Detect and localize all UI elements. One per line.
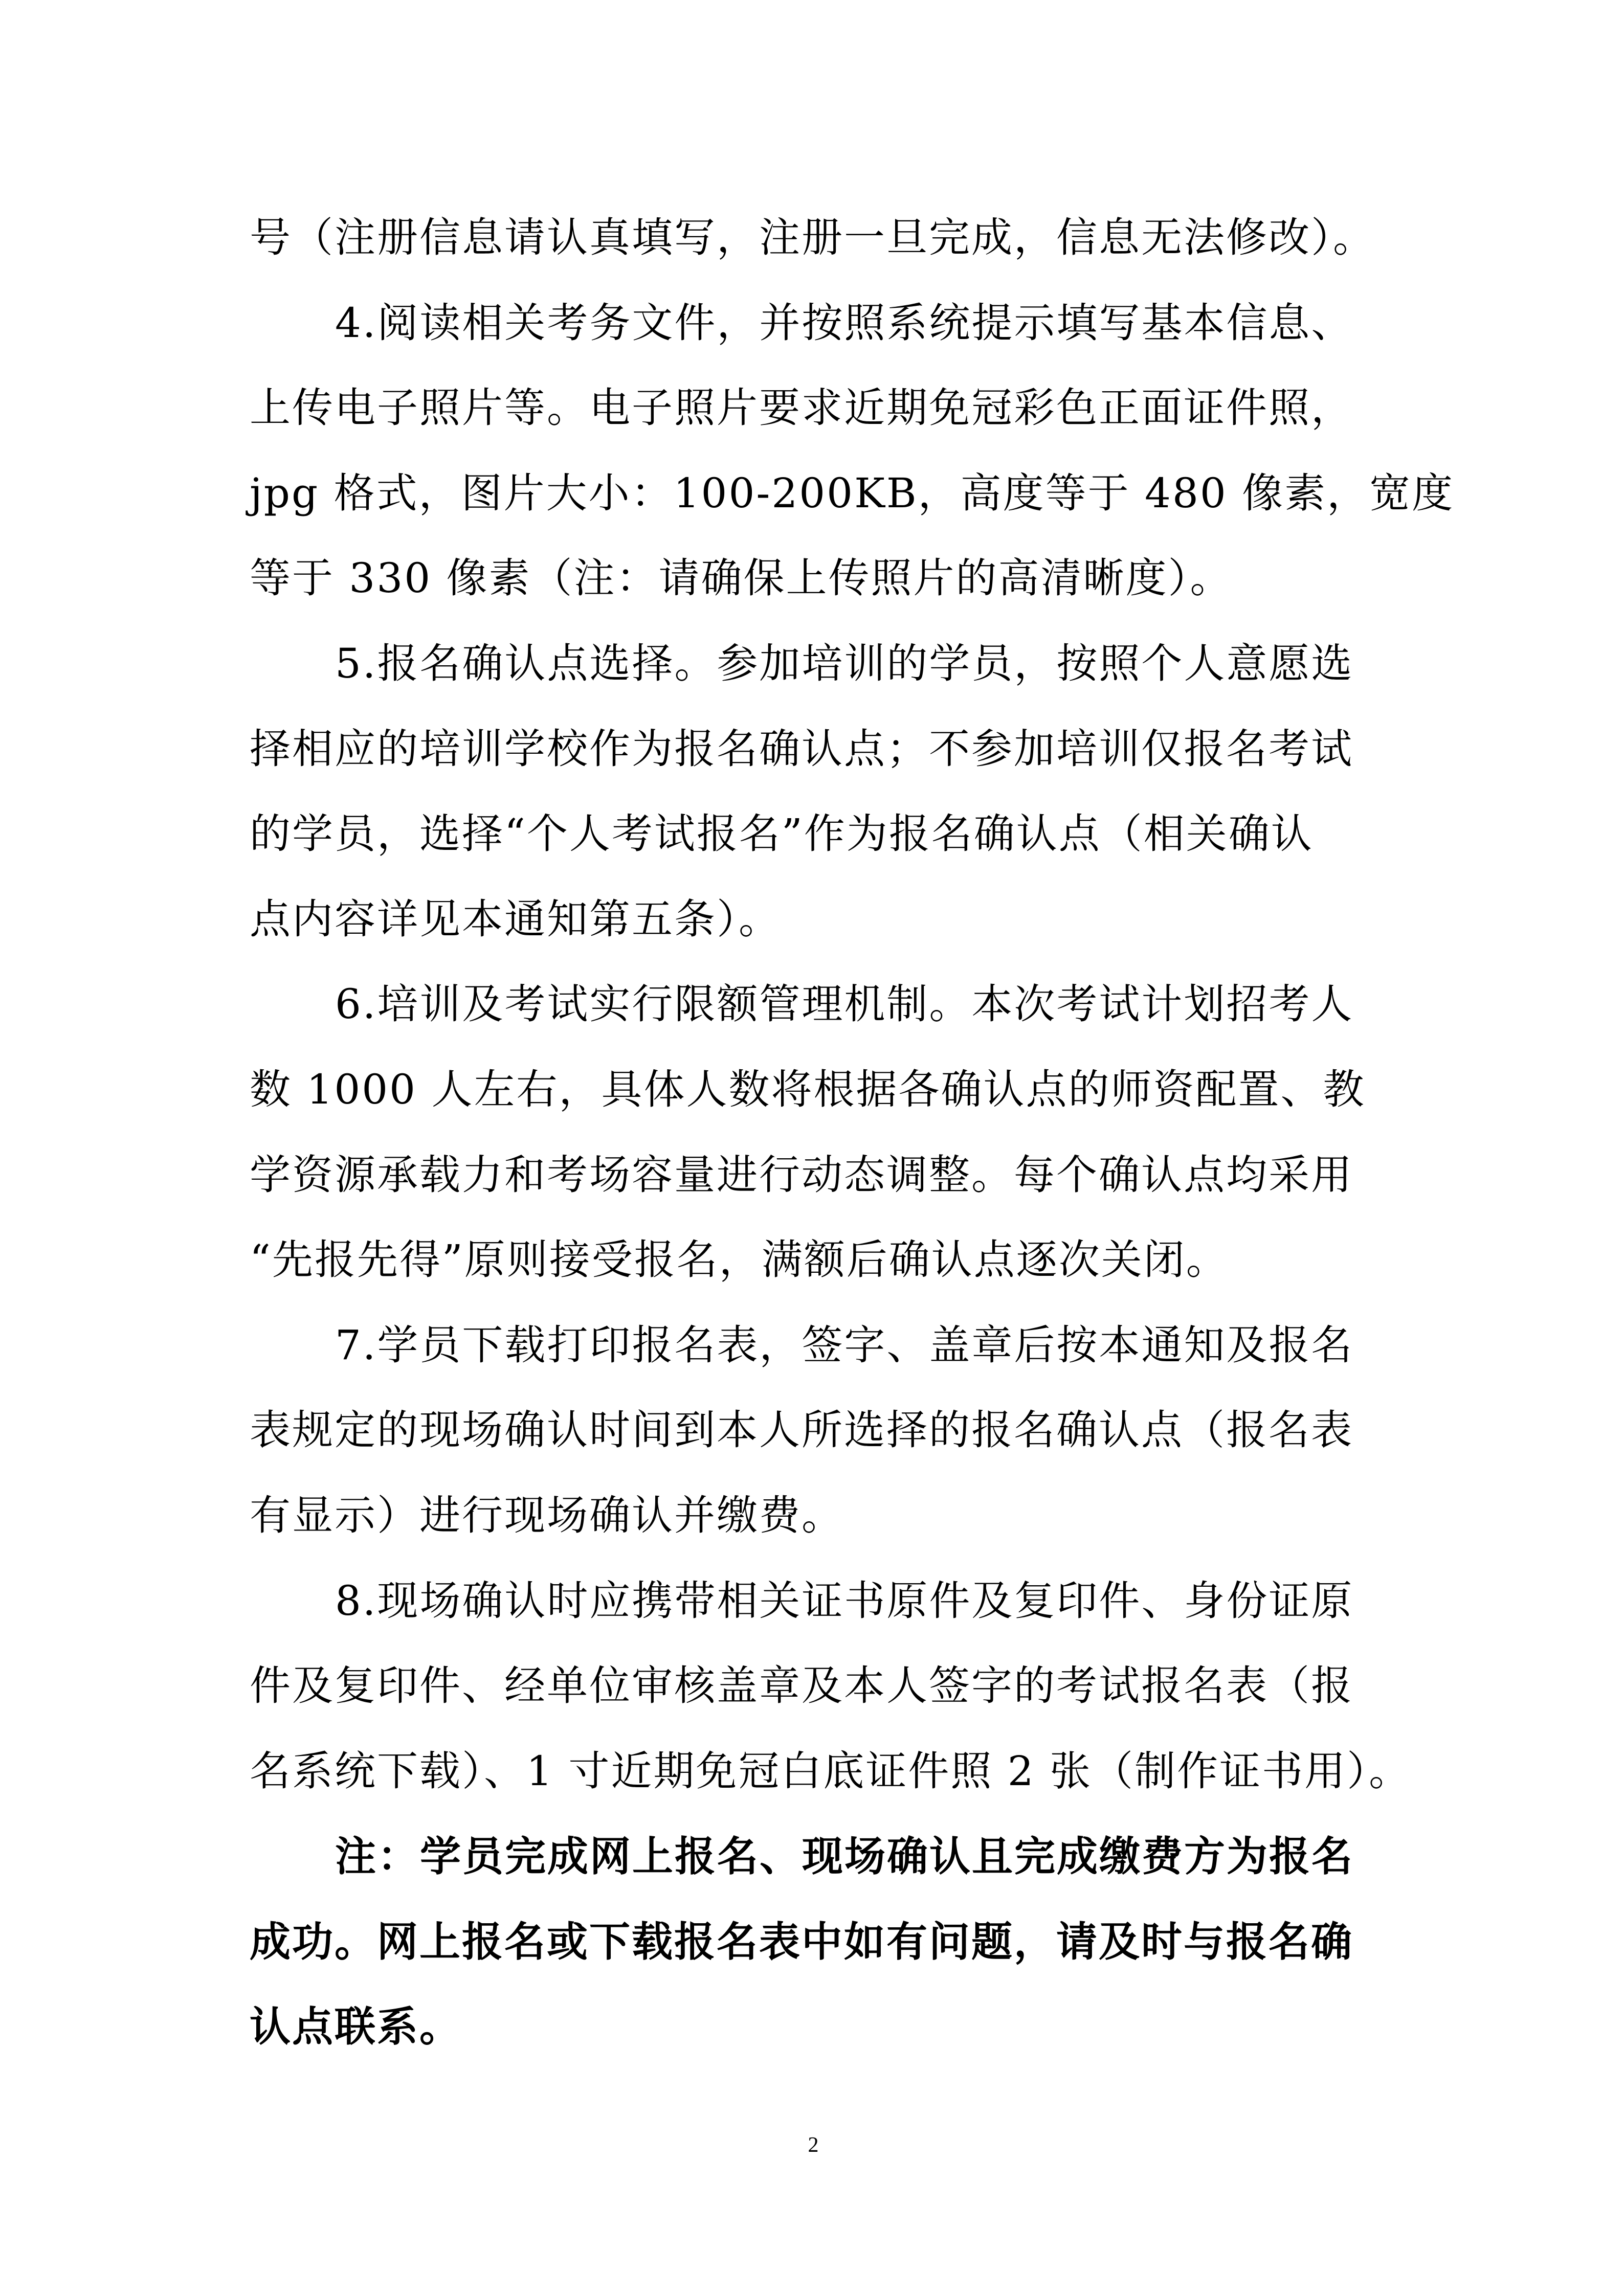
text-line: 7.学员下载打印报名表，签字、盖章后按本通知及报名 [335,1321,1354,1369]
paragraph-item-6 [250,962,1390,1302]
text-line: 认点联系。 [250,2002,462,2051]
text-line: 6.培训及考试实行限额管理机制。本次考试计划招考人 [335,980,1354,1028]
text-line: 名系统下载）、1 寸近期免冠白底证件照 2 张（制作证书用）。 [250,1747,1412,1795]
text-line: “先报先得”原则接受报名，满额后确认点逐次关闭。 [250,1236,1229,1284]
paragraph-item-8 [250,1559,1412,1814]
page-number: 2 [808,2133,819,2157]
text-line: 等于 330 像素（注：请确保上传照片的高清晰度）。 [250,554,1233,602]
document-body [250,195,1455,2069]
text-line: 数 1000 人左右，具体人数将根据各确认点的师资配置、教 [250,1065,1366,1113]
text-line: 表规定的现场确认时间到本人所选择的报名确认点（报名表 [250,1406,1353,1454]
paragraph-item-3-continuation [250,195,1390,281]
paragraph-item-7 [250,1303,1390,1559]
text-line: 学资源承载力和考场容量进行动态调整。每个确认点均采用 [250,1151,1353,1199]
text-line: 号（注册信息请认真填写，注册一旦完成，信息无法修改）。 [250,214,1375,261]
text-line: 有显示）进行现场确认并缴费。 [250,1491,844,1539]
text-line: 成功。网上报名或下载报名表中如有问题，请及时与报名确 [250,1917,1353,1966]
text-line: 5.报名确认点选择。参加培训的学员，按照个人意愿选 [335,639,1354,687]
text-line: 点内容详见本通知第五条）。 [250,895,781,943]
text-line: 的学员，选择“个人考试报名”作为报名确认点（相关确认 [250,810,1314,858]
paragraph-item-4 [250,281,1455,621]
text-line: 上传电子照片等。电子照片要求近期免冠彩色正面证件照， [250,384,1353,432]
text-line: 择相应的培训学校作为报名确认点；不参加培训仅报名考试 [250,725,1353,773]
text-line: 件及复印件、经单位审核盖章及本人签字的考试报名表（报 [250,1662,1353,1710]
text-line: 注：学员完成网上报名、现场确认且完成缴费方为报名 [335,1832,1354,1881]
text-line: 4.阅读相关考务文件，并按照系统提示填写基本信息、 [335,299,1354,347]
text-line: 8.现场确认时应携带相关证书原件及复印件、身份证原 [335,1577,1354,1625]
paragraph-note [250,1814,1390,2069]
paragraph-item-5 [250,621,1390,962]
text-line: jpg 格式，图片大小：100-200KB，高度等于 480 像素，宽度 [250,469,1455,517]
